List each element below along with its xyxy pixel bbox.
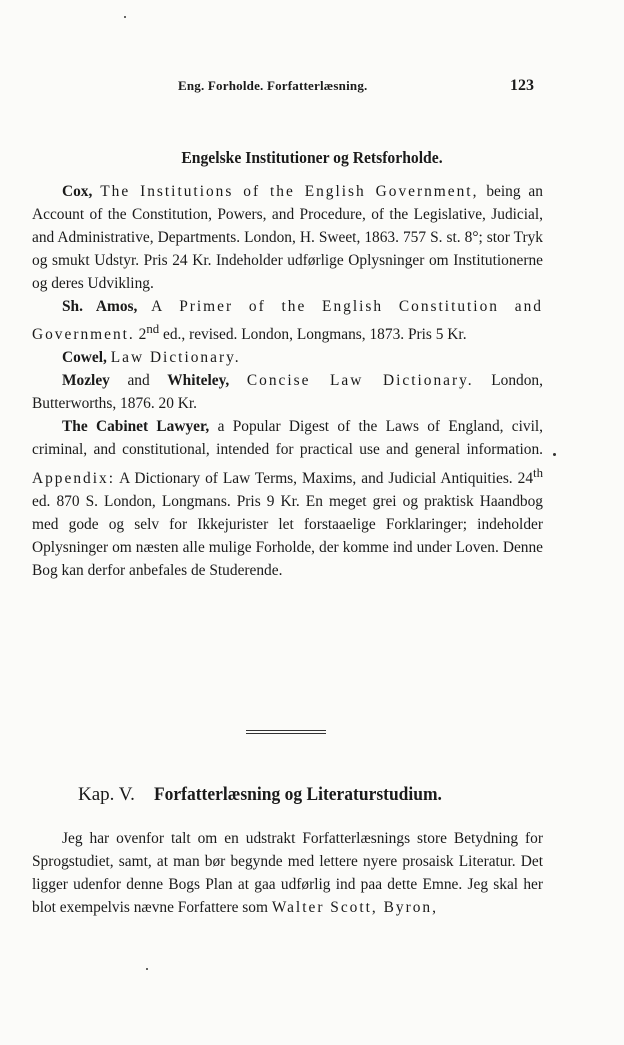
section-divider xyxy=(246,730,326,734)
reference-entry-cabinet-lawyer xyxy=(32,416,543,582)
entry-title: The Institutions of the English Government, xyxy=(100,183,479,200)
entry-edition-number: 24 xyxy=(517,470,534,488)
reference-entry-cox xyxy=(32,181,543,296)
page-speck xyxy=(146,968,148,970)
entry-title: A Primer of the English Constitution and Government. xyxy=(32,297,543,344)
reference-entry-cowel xyxy=(32,347,543,370)
entry-title: Concise Law Dictionary. xyxy=(246,372,474,390)
page-speck xyxy=(553,453,556,456)
entry-connector: and xyxy=(127,372,150,390)
entry-edition-suffix: nd xyxy=(146,322,160,337)
entry-author: Sh. Amos, xyxy=(62,297,138,315)
reference-entry-amos xyxy=(32,296,543,348)
entry-author-first: Mozley xyxy=(62,372,110,390)
entry-author: Cox, xyxy=(62,183,93,200)
entry-appendix-label: Appendix: xyxy=(32,470,115,488)
reference-list xyxy=(32,181,543,583)
entry-author-second: Whiteley, xyxy=(167,372,230,390)
paragraph-text: Jeg har ovenfor talt om en udstrakt Forfatterlæsnings store Betydning for Sprogstudiet, samt, at man bør begynde med lettere nyere prosaisk Literatur. Det ligger udenfor denne Bogs Plan at gaa udførlig ind paa dette Emne. Jeg skal her blot exempelvis nævne Forfattere som xyxy=(32,830,543,916)
entry-details: ed., revised. London, Longmans, 1873. Pris 5 Kr. xyxy=(163,326,467,344)
entry-details: London, Butterworths, 1876. 20 Kr. xyxy=(32,372,543,413)
entry-details: being an Account of the Constitution, Powers, and Procedure, of the Legislative, Judicial, and Administrative, Departments. London, H. Sweet, 1863. 757 S. st. 8°; stor Tryk og smukt Udstyr. Pris 24 Kr. Indeholder udførlige Oplysninger om Institutionerne og deres Udvikling. xyxy=(32,183,543,292)
chapter-heading xyxy=(78,784,467,806)
paragraph-spaced-names: Walter Scott, Byron, xyxy=(271,898,438,916)
running-head-title: Eng. Forholde. Forfatterlæsning. xyxy=(178,78,368,93)
chapter-title: Forfatterlæsning og Literaturstudium. xyxy=(153,784,442,805)
entry-title: Law Dictionary. xyxy=(110,349,241,367)
entry-details: ed. 870 S. London, Longmans. Pris 9 Kr. En meget grei og praktisk Haandbog med gode og selv for Ikkejurister let forstaaelige Forklaringer; indeholder Oplysninger om næsten alle mulige Forholde, der komme ind under Loven. Denne Bog kan derfor anbefales de Studerende. xyxy=(32,493,543,579)
entry-author: The Cabinet Lawyer, xyxy=(62,418,210,436)
entry-appendix-text: A Dictionary of Law Terms, Maxims, and Judicial Antiquities. xyxy=(119,470,513,488)
page-speck xyxy=(124,16,126,18)
running-head xyxy=(0,78,624,98)
entry-edition-number: 2 xyxy=(138,326,147,344)
reference-entry-mozley xyxy=(32,370,543,416)
section-heading: Engelske Institutioner og Retsforholde. xyxy=(181,148,443,167)
chapter-paragraph xyxy=(32,828,543,920)
paragraph xyxy=(32,828,543,920)
chapter-number: Kap. V. xyxy=(78,784,135,805)
entry-description: a Popular Digest of the Laws of England, civil, criminal, and constitutional, intended for practical use and general information. xyxy=(32,418,543,459)
entry-edition-suffix: th xyxy=(533,466,543,480)
entry-author: Cowel, xyxy=(62,349,107,367)
page-number: 123 xyxy=(510,77,534,94)
